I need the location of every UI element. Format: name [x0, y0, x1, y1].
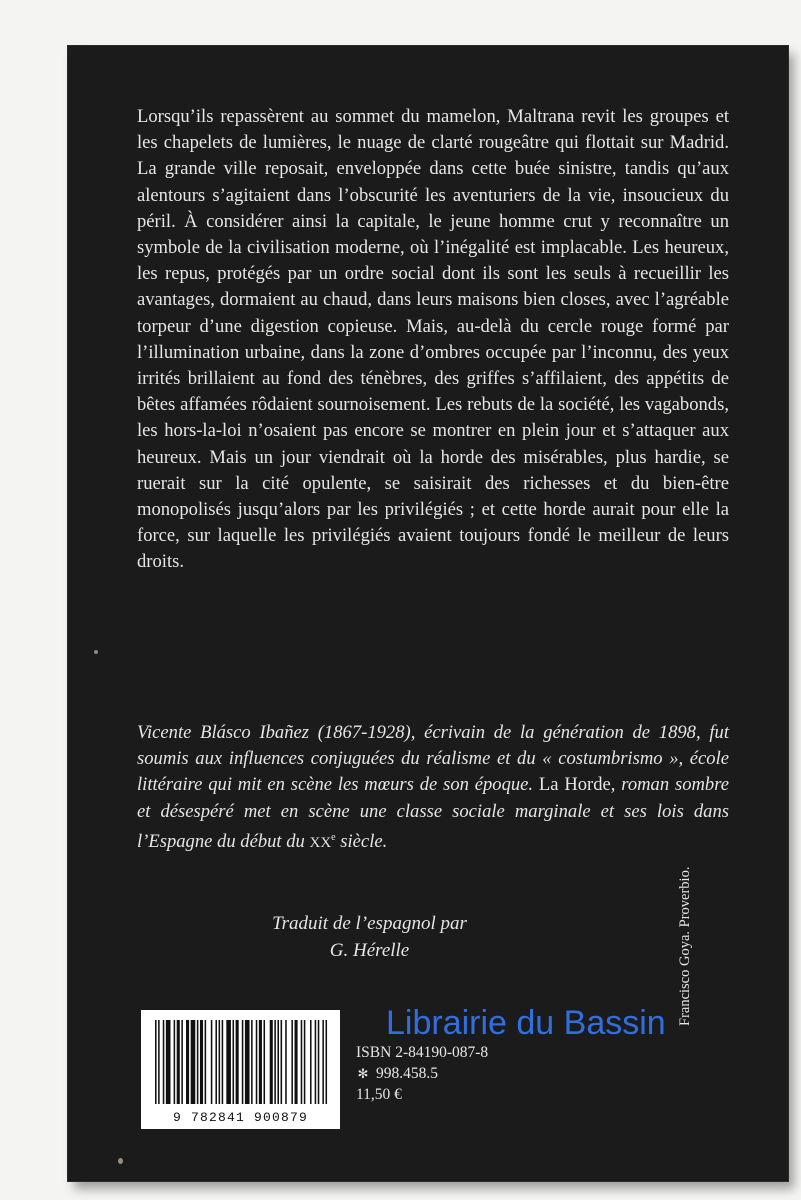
barcode-bar	[226, 1020, 231, 1104]
barcode-bar	[166, 1020, 171, 1104]
barcode-bar	[233, 1020, 235, 1104]
barcode-bar	[163, 1020, 165, 1104]
barcode-bar	[326, 1020, 328, 1104]
barcode-bar	[158, 1020, 160, 1104]
barcode-bar	[285, 1020, 287, 1104]
barcode-bar	[259, 1020, 262, 1104]
barcode-bar	[222, 1020, 224, 1104]
isbn-block	[356, 1042, 488, 1105]
translator-credit	[137, 910, 602, 964]
barcode-bar	[295, 1020, 298, 1104]
author-bio	[137, 720, 729, 856]
barcode-bar	[315, 1020, 317, 1104]
barcode-bar	[155, 1020, 157, 1104]
cover-illustration-credit: Francisco Goya. Proverbio.	[677, 866, 693, 1026]
barcode-bar	[191, 1020, 196, 1104]
bio-part-2: roman sombre et désespéré met en scène une classe sociale marginale et ses lois dans l’Espagne du début du	[137, 774, 730, 852]
publisher-code-row	[356, 1063, 488, 1084]
barcode-bar	[310, 1020, 312, 1104]
barcode-bar	[219, 1020, 221, 1104]
bookseller-watermark: Librairie du Bassin	[386, 1004, 666, 1042]
barcode-bar	[200, 1020, 203, 1104]
dust-speck	[118, 1158, 123, 1164]
barcode-bar	[322, 1020, 324, 1104]
century-superscript: e	[331, 831, 336, 843]
translator-line-1: Traduit de l’espagnol par	[272, 913, 467, 934]
price: 11,50 €	[356, 1086, 402, 1103]
bio-part-1: Vicente Blásco Ibañez (1867-1928), écrivain de la génération de 1898, fut soumis aux influences conjuguées du réalisme et du « costumbrismo », école littéraire qui mit en scène les mœurs de son époque.	[137, 722, 729, 796]
barcode-bar	[245, 1020, 250, 1104]
barcode-bar	[186, 1020, 189, 1104]
barcode-bar	[236, 1020, 239, 1104]
barcode-bar	[197, 1020, 199, 1104]
dust-speck	[94, 650, 98, 654]
isbn-number: ISBN 2-84190-087-8	[356, 1044, 489, 1061]
century-numeral: XX	[309, 835, 332, 851]
barcode-bar	[274, 1020, 276, 1104]
bio-part-3: siècle.	[340, 831, 388, 852]
barcode-bar	[318, 1020, 320, 1104]
barcode-bar	[281, 1020, 283, 1104]
barcode-bar	[242, 1020, 244, 1104]
excerpt-text: Lorsqu’ils repassèrent au sommet du mamelon, Maltrana revit les groupes et les chapelets de lumières, le nuage de clarté rougeâtre qui flottait sur Madrid. La grande ville reposait, enveloppée dans cette buée sinistre, tandis qu’aux alentours s’agitaient dans l’obscurité les aventuriers de la vie, insoucieux du péril. À considérer ainsi la capitale, le jeune homme crut y reconnaître un symbole de la civilisation moderne, où l’inégalité est implacable. Les heureux, les repus, protégés par un ordre social dont ils sont les seuls à recueillir les avantages, dormaient au chaud, dans leurs maisons bien closes, avec l’agréable torpeur d’une digestion copieuse. Mais, au-delà du cercle rouge formé par l’illumination urbaine, dans la zone d’ombres occupée par l’inconnu, des yeux irrités brillaient au fond des ténèbres, des griffes s’affilaient, des appétits de bêtes affamées rôdaient sournoisement. Les rebuts de la société, les vagabonds, les hors-la-loi n’osaient pas encore se montrer en plein jour et s’attaquer aux heureux. Mais un jour viendrait où la horde des misérables, plus hardie, se ruerait sur la cité opulente, se saisirait des richesses et du bien-être monopolisés jusqu’alors par les privilégiés ; et cette horde aurait pour elle la force, sur laquelle les privilégiés avaient toujours fondé le meilleur de leurs droits.	[137, 106, 729, 573]
barcode-bar	[264, 1020, 266, 1104]
barcode-bar	[277, 1020, 279, 1104]
barcode-bar	[211, 1020, 213, 1104]
barcode	[141, 1010, 340, 1129]
barcode-bar	[181, 1020, 183, 1104]
barcode-bar	[251, 1020, 253, 1104]
barcode-bars	[141, 1010, 340, 1106]
book-title: La Horde,	[538, 774, 616, 796]
barcode-bar	[205, 1020, 207, 1104]
barcode-bar	[215, 1020, 217, 1104]
translator-name: G. Hérelle	[329, 940, 410, 961]
barcode-bar	[174, 1020, 176, 1104]
barcode-bar	[304, 1020, 306, 1104]
barcode-digits: 9 782841 900879	[172, 1110, 309, 1125]
barcode-bar	[291, 1020, 293, 1104]
barcode-bar	[270, 1020, 273, 1104]
barcode-bar	[177, 1020, 180, 1104]
barcode-bar	[301, 1020, 303, 1104]
publisher-logo-icon: ✻	[357, 1066, 369, 1081]
publisher-code: 998.458.5	[376, 1065, 438, 1082]
barcode-bar	[256, 1020, 258, 1104]
